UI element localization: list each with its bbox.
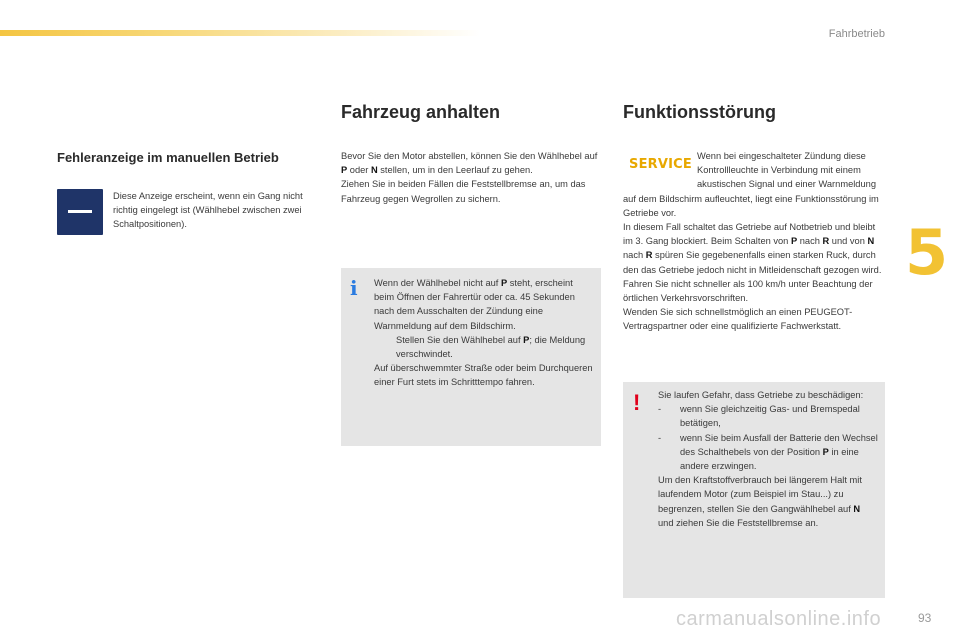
warning-exclamation-icon: ! <box>633 390 641 415</box>
right-paragraph-b: In diesem Fall schaltet das Getriebe auf Notbetrieb und bleibt im 3. Gang blockiert. Beim Schalten von P nach R und von N nach R spüren Sie gegebenenfalls einen starken Ruck, durch den das Getriebe jedoch nicht in Mitleidenschaft gezogen wird. <box>623 222 882 275</box>
warning-intro: Sie laufen Gefahr, dass Getriebe zu beschädigen: <box>658 390 864 400</box>
arrow-bullet-icon <box>374 333 396 361</box>
watermark: carmanualsonline.info <box>676 608 882 630</box>
warning-box <box>623 382 885 598</box>
heading-fehleranzeige: Fehleranzeige im manuellen Betrieb <box>57 150 279 165</box>
info-bullet: Stellen Sie den Wählhebel auf P; die Meldung verschwindet. <box>374 333 594 361</box>
warning-item-2: - wenn Sie beim Ausfall der Batterie den Wechsel des Schalthebels von der Position P in eine andere erzwingen. <box>658 432 878 472</box>
info-box-text <box>374 276 594 390</box>
info-icon: i <box>350 276 358 300</box>
page-number: 93 <box>918 611 932 625</box>
info-paragraph: Wenn der Wählhebel nicht auf P steht, erscheint beim Öffnen der Fahrertür oder ca. 45 Sekunden nach dem Ausschalten der Zündung eine Warnmeldung auf dem Bildschirm. <box>374 278 575 331</box>
warning-item-1: - wenn Sie gleichzeitig Gas- und Bremspedal betätigen, <box>658 404 860 429</box>
right-paragraph-d: Wenden Sie sich schnellstmöglich an einen PEUGEOT-Vertragspartner oder eine qualifizierte Fachwerkstatt. <box>623 307 853 332</box>
gear-bar-icon <box>57 189 103 235</box>
service-warning-icon: SERVICE <box>629 156 692 173</box>
warning-tail: Um den Kraftstoffverbrauch bei längerem Halt mit laufendem Motor (zum Beispiel im Stau...) zu begrenzen, stellen Sie den Gangwählhebel auf N und ziehen Sie die Feststellbremse an. <box>658 475 862 528</box>
left-description: Diese Anzeige erscheint, wenn ein Gang nicht richtig eingelegt ist (Wählhebel zwischen zwei Schaltpositionen). <box>113 191 303 230</box>
info-box <box>341 268 601 446</box>
left-text <box>113 189 323 232</box>
heading-funktionsstoerung: Funktionsstörung <box>623 102 776 122</box>
warning-box-text <box>658 388 878 530</box>
middle-paragraph-2: Ziehen Sie in beiden Fällen die Feststellbremse an, um das Fahrzeug gegen Wegrollen zu sichern. <box>341 179 586 204</box>
middle-paragraph-1: Bevor Sie den Motor abstellen, können Sie den Wählhebel auf P oder N stellen, um in den Leerlauf zu gehen. <box>341 151 598 176</box>
right-paragraph-a: Wenn bei eingeschalteter Zündung diese Kontrollleuchte in Verbindung mit einem akustischen Signal und einer Warnmeldung auf dem Bildschirm aufleuchtet, liegt eine Funktionsstörung im Getriebe vor. <box>623 151 879 218</box>
heading-fahrzeug-anhalten: Fahrzeug anhalten <box>341 102 501 122</box>
section-label: Fahrbetrieb <box>828 28 885 40</box>
middle-text <box>341 149 601 206</box>
header-accent-bar <box>0 30 480 36</box>
right-text <box>623 149 885 334</box>
chapter-number: 5 <box>905 216 949 289</box>
right-paragraph-c: Fahren Sie nicht schneller als 100 km/h unter Beachtung der örtlichen Verkehrsvorschriften. <box>623 278 873 304</box>
info-tail: Auf überschwemmter Straße oder beim Durchqueren einer Furt stets im Schritttempo fahren. <box>374 363 593 388</box>
